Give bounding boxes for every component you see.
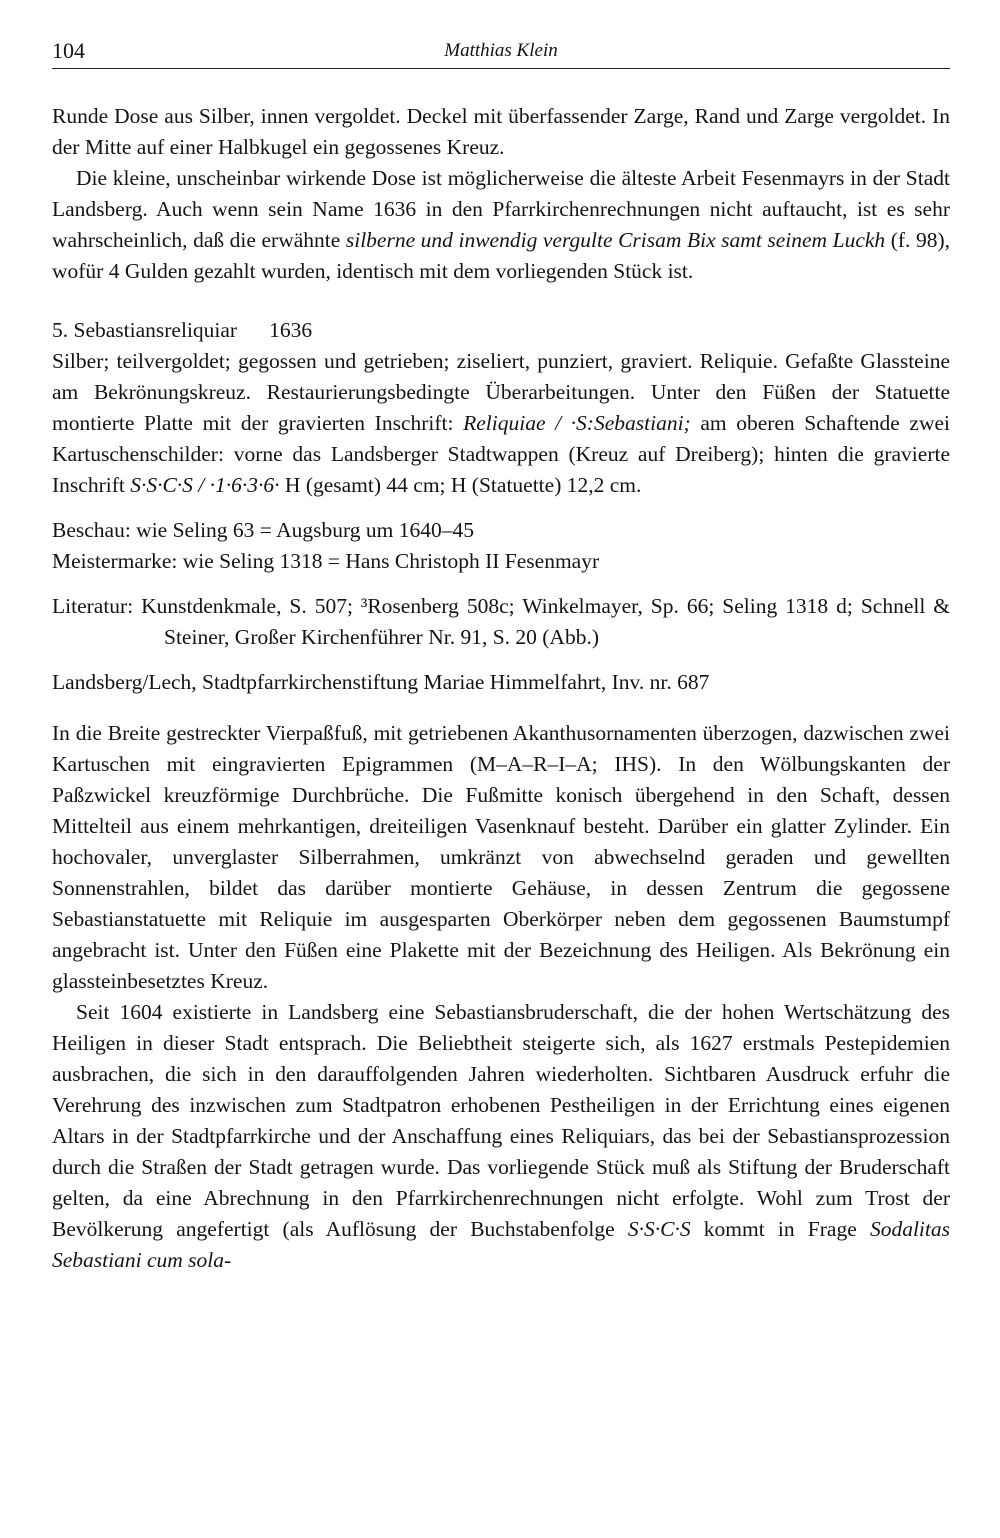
meistermarke-line: Meistermarke: wie Seling 1318 = Hans Christoph II Fesenmayr bbox=[52, 549, 600, 573]
text-run: Die kleine, unscheinbar wirkende Dose ist möglicherweise die älteste Arbeit Fesenmayrs in der Stadt Landsberg. Auch wenn sein Name 1636 in den Pfarrkirchenrechnungen nicht auftaucht, ist es sehr wahrscheinlich, daß die erwähnte bbox=[52, 166, 950, 252]
catalog-marks bbox=[52, 515, 950, 577]
page-body bbox=[52, 101, 950, 1276]
running-title: Matthias Klein bbox=[444, 40, 558, 61]
text-run: kommt in Frage bbox=[690, 1217, 870, 1241]
page-header bbox=[52, 34, 950, 69]
entry-title: Sebastiansreliquiar bbox=[73, 318, 238, 342]
italic-quote: silberne und inwendig vergulte Crisam Bix samt seinem Luckh bbox=[345, 228, 886, 252]
page-number: 104 bbox=[52, 38, 85, 63]
italic-text: Sodalitas Sebastiani cum sola- bbox=[52, 1217, 950, 1272]
italic-inscription: Reliquiae / ·S:Sebastiani; bbox=[463, 411, 691, 435]
text-run: Seit 1604 existierte in Landsberg eine Sebastiansbruderschaft, die der hohen Wertschätzung des Heiligen in dieser Stadt entsprach. Die Beliebtheit steigerte sich, als 1627 erstmals Pestepidemien ausbrachen, die sich in den darauffolgenden Jahren wiederholten. Sichtbaren Ausdruck erfuhr die Verehrung des inzwischen zum Stadtpatron erhobenen Pestheiligen in der Errichtung eines eigenen Altars in der Stadtpfarrkirche und der Anschaffung eines Reliquiars, das bei der Sebastiansprozession durch die Straßen der Stadt getragen wurde. Das vorliegende Stück muß als Stiftung der Bruderschaft gelten, da eine Abrechnung in den Pfarrkirchenrechnungen nicht erfolgte. Wohl zum Trost der Bevölkerung angefertigt (als Auflösung der Buchstabenfolge bbox=[52, 1000, 950, 1241]
italic-inscription: S·S·C·S / ·1·6·3·6· bbox=[130, 473, 280, 497]
text-run: (f. 98), wofür 4 Gulden gezahlt wurden, identisch mit dem vorliegenden Stück ist. bbox=[52, 228, 951, 283]
paragraph-object-description: In die Breite gestreckter Vierpaßfuß, mit getriebenen Akanthusornamenten überzogen, dazwischen zwei Kartuschen mit eingravierten Epigrammen (M–A–R–I–A; IHS). In den Wölbungskanten der Paßzwickel kreuzförmige Durchbrüche. Die Fußmitte konisch übergehend in den Schaft, dessen Mittelteil aus einem mehrkantigen, dreiteiligen Vasenknauf besteht. Darüber ein glatter Zylinder. Ein hochovaler, unverglaster Silberrahmen, umkränzt von abwechselnd geraden und gewellten Sonnenstrahlen, bildet das darüber montierte Gehäuse, in dessen Zentrum die gegossene Sebastianstatuette mit Reliquie im ausgesparten Oberkörper neben dem gegossenen Baumstumpf angebracht ist. Unter den Füßen eine Plakette mit der Bezeichnung des Heiligen. Als Bekrönung ein glassteinbesetztes Kreuz. bbox=[52, 721, 950, 993]
text-run: H (gesamt) 44 cm; H (Statuette) 12,2 cm. bbox=[279, 473, 642, 497]
catalog-entry-description bbox=[52, 346, 950, 501]
entry-year: 1636 bbox=[269, 318, 313, 342]
text-run: Silber; teilvergoldet; gegossen und getrieben; ziseliert, punziert, graviert. Reliquie. Gefaßte Glassteine am Bekrönungskreuz. Restaurierungsbedingte Überarbeitungen. Unter den Füßen der Statuette montierte Platte mit der gravierten Inschrift: bbox=[52, 349, 950, 435]
paragraph-dose-attribution bbox=[52, 163, 950, 287]
literature-reference: Literatur: Kunstdenkmale, S. 507; ³Rosenberg 508c; Winkelmayer, Sp. 66; Seling 1318 d; Schnell & Steiner, Großer Kirchenführer Nr. 91, S. 20 (Abb.) bbox=[52, 594, 950, 649]
italic-text: S·S·C·S bbox=[627, 1217, 691, 1241]
catalog-entry-title bbox=[52, 315, 950, 346]
location-line: Landsberg/Lech, Stadtpfarrkirchenstiftung Mariae Himmelfahrt, Inv. nr. 687 bbox=[52, 670, 710, 694]
beschau-line: Beschau: wie Seling 63 = Augsburg um 1640–45 bbox=[52, 518, 475, 542]
entry-number: 5. bbox=[52, 318, 69, 342]
text-run: am oberen Schaftende zwei Kartuschenschilder: vorne das Landsberger Stadtwappen (Kreuz auf Dreiberg); hinten die gravierte Inschrift bbox=[52, 411, 950, 497]
paragraph-dose-description: Runde Dose aus Silber, innen vergoldet. Deckel mit überfassender Zarge, Rand und Zarge vergoldet. In der Mitte auf einer Halbkugel ein gegossenes Kreuz. bbox=[52, 104, 950, 159]
page bbox=[52, 34, 950, 1276]
paragraph-history bbox=[52, 997, 950, 1276]
